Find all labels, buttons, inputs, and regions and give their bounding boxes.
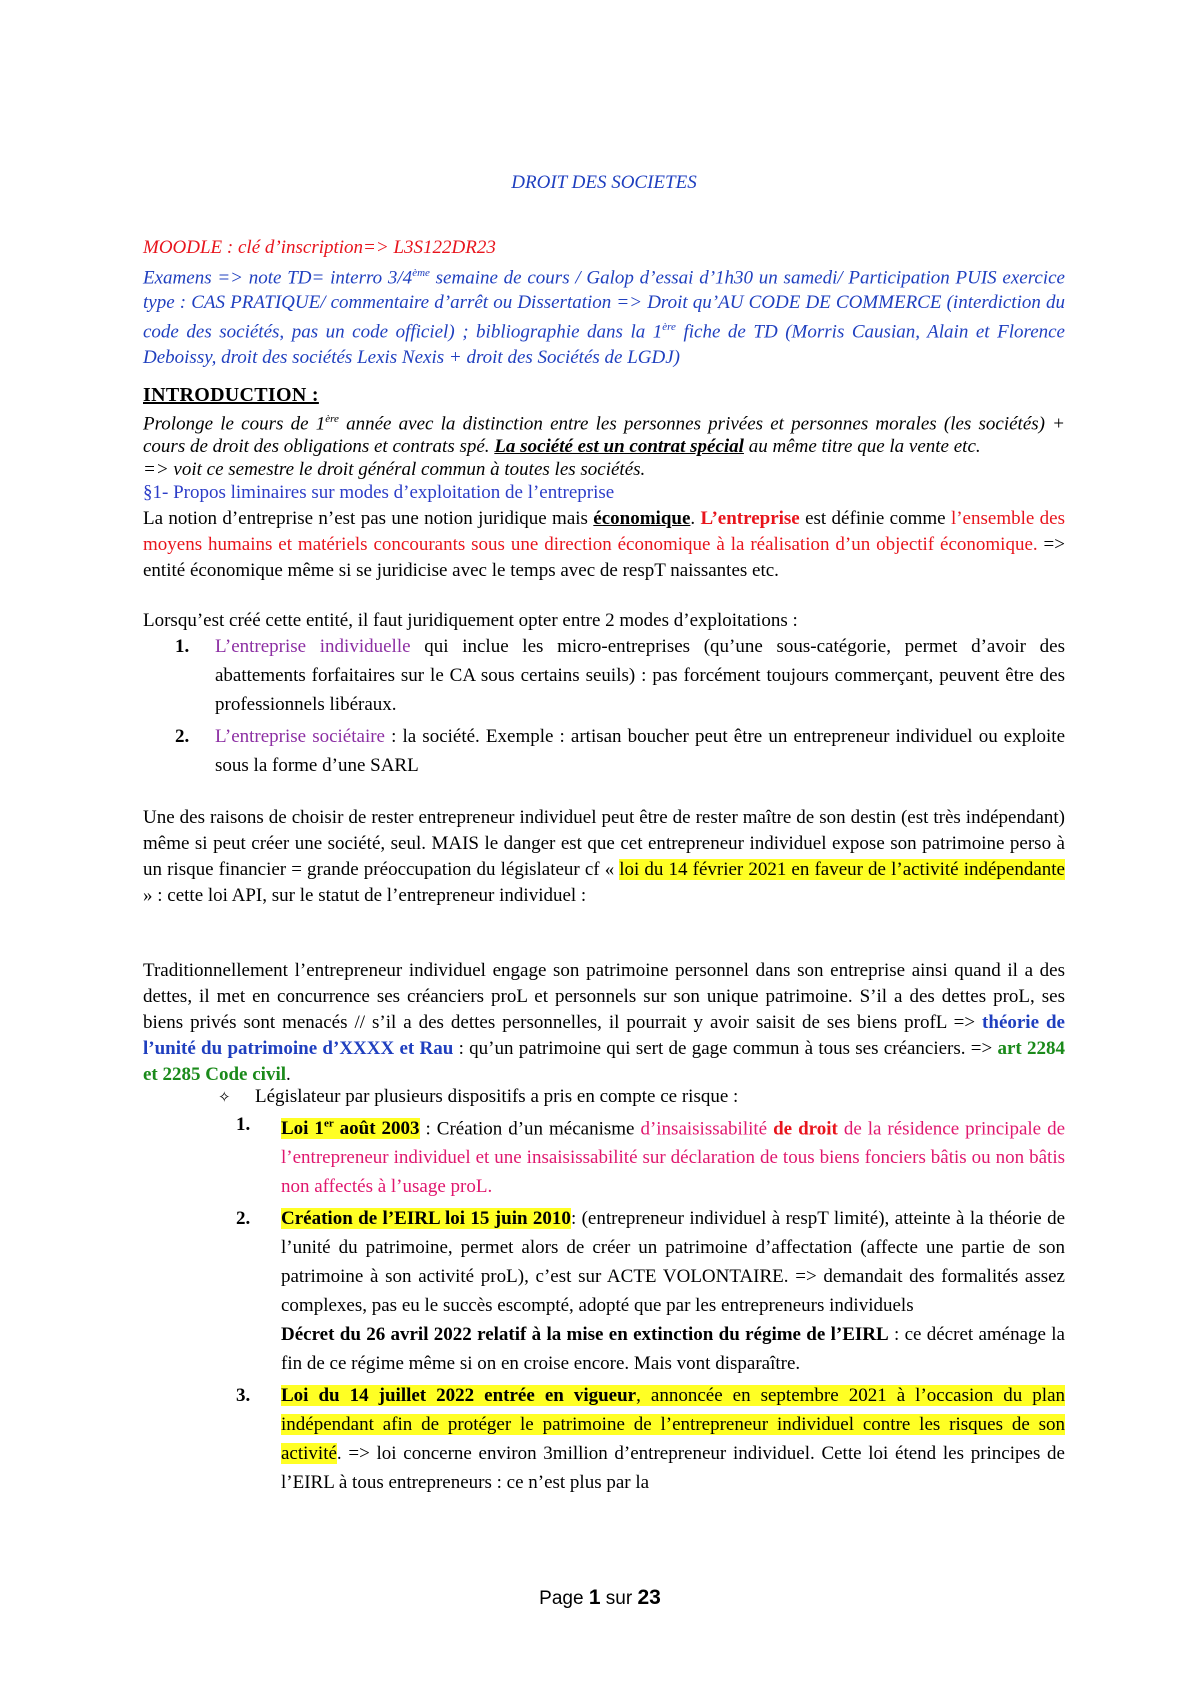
exams-sup-1: ème (412, 267, 430, 279)
list-text: : la société. Exemple : artisan boucher peut être un entrepreneur individuel ou exploite sous la forme d’une SARL (215, 726, 1065, 776)
list-number: 3. (236, 1385, 251, 1407)
raisons-text-a: Une des raisons de choisir de rester entrepreneur individuel peut être de rester maître de son destin (est très indépendant) même si peut créer une société, seul. MAIS le danger est que cet entrepreneur individuel expose son patrimoine perso à un risque financier = grande préoccupation du législateur cf « (143, 807, 1065, 880)
introduction-paragraph (143, 408, 1065, 481)
notion-text-a: La notion d’entreprise n’est pas une notion juridique mais (143, 508, 594, 529)
exams-text-3: fiche de TD (Morris Causian, Alain et Florence Deboissy, droit des sociétés Lexis Nexis + droit des Sociétés de LGDJ) (143, 321, 1065, 368)
loi2-text-a: : (entrepreneur individuel à respT limité), atteinte à la théorie de l’unité du patrimoine, permet alors de créer un patrimoine d’affectation (affecte une partie de son patrimoine à son activité proL), c’est sur ACTE VOLONTAIRE. => demandait des formalités assez complexes, pas eu le succès escompté, adopté que par les entrepreneurs individuels (281, 1208, 1065, 1317)
trad-article: art 2284 et 2285 Code civil (143, 1038, 1065, 1085)
intro-text-c: au même titre que la vente etc. (743, 436, 981, 458)
trad-theorie: théorie de l’unité du patrimoine d’XXXX et Rau (143, 1012, 1065, 1059)
loi3-text: . => loi concerne environ 3million d’entrepreneur individuel. Cette loi étend les principes de l’EIRL à tous entrepreneurs : ce n’est plus par la (281, 1443, 1065, 1494)
list-number: 2. (236, 1208, 251, 1230)
loi3-title: Loi du 14 juillet 2022 entrée en vigueur (281, 1385, 637, 1407)
introduction-line-1 (143, 408, 1065, 458)
notion-paragraph (143, 506, 1065, 584)
exams-info (143, 261, 1065, 370)
list-term: L’entreprise sociétaire (215, 726, 385, 747)
introduction-heading: INTRODUCTION : (143, 384, 319, 406)
loi1-de-droit: de droit (773, 1118, 838, 1140)
loi2-decret: Décret du 26 avril 2022 relatif à la mise en extinction du régime de l’EIRL (281, 1324, 889, 1346)
traditionnellement-paragraph (143, 958, 1065, 1088)
loi1-title-b: août 2003 (333, 1118, 420, 1140)
list-number: 1. (175, 636, 190, 657)
page-footer (0, 1586, 1200, 1610)
exams-text-2: semaine de cours / Galop d’essai d’1h30 un samedi/ Participation PUIS exercice type : CAS PRATIQUE/ commentaire d’arrêt ou Dissertation => Droit qu’AU CODE DE COMMERCE (interdiction du code des sociétés, pas un code officiel) ; bibliographie dans la 1 (143, 267, 1065, 343)
exams-text-1: Examens => note TD= interro 3/4 (143, 267, 413, 289)
intro-sup: ère (325, 413, 339, 425)
footer-sur: sur (600, 1588, 638, 1609)
loi3-highlight: , annoncée en septembre 2021 à l’occasion du plan indépendant afin de protéger le patrimoine de l’entrepreneur individuel contre les risques de son activité (281, 1385, 1066, 1465)
loi2-title: Création de l’EIRL loi 15 juin 2010 (281, 1208, 571, 1230)
list-item (143, 632, 1065, 719)
loi1-pink-1: d’insaisissabilité (640, 1118, 774, 1140)
loi2-text-b: : ce décret aménage la fin de ce régime même si on en croise encore. Mais vont disparaître. (281, 1324, 1065, 1375)
footer-page-label: Page (539, 1588, 589, 1609)
notion-definition: l’ensemble des moyens humains et matériels concourants sous une direction économique à la réalisation d’un objectif économique. (143, 508, 1065, 555)
loi1-title-a: Loi 1 (281, 1118, 324, 1140)
list-number: 1. (236, 1114, 251, 1135)
list-term: L’entreprise individuelle (215, 636, 411, 657)
trad-text-a: Traditionnellement l’entrepreneur individuel engage son patrimoine personnel dans son entreprise ainsi quand il a des dettes, il met en concurrence ses créanciers proL et personnels sur son unique patrimoine. S’il a des dettes proL, ses biens privés sont menacés // s’il a des dettes personnelles, il pourrait y avoir saisit de ses biens profL => (143, 960, 1065, 1033)
intro-text-b: année avec la distinction entre les personnes privées et personnes morales (les sociétés) + cours de droit des obligations et contrats spé. (143, 413, 1066, 458)
intro-bold: La société est un contrat spécial (494, 436, 744, 458)
list-text: qui inclue les micro-entreprises (qu’une sous-catégorie, permet d’avoir des abattements forfaitaires sur le CA sous certains seuils) : pas forcément toujours commerçant, peuvent être des professionnels libéraux. (215, 636, 1065, 715)
exams-sup-2: ère (662, 321, 676, 334)
introduction-line-2: => voit ce semestre le droit général commun à toutes les sociétés. (143, 459, 646, 481)
list-item (218, 1204, 1065, 1378)
trad-text-c: . (286, 1064, 291, 1085)
modes-list (143, 632, 1065, 780)
section-heading-1: §1- Propos liminaires sur modes d’exploitation de l’entreprise (143, 482, 615, 503)
modes-intro: Lorsqu’est créé cette entité, il faut juridiquement opter entre 2 modes d’exploitations : (143, 610, 798, 631)
footer-page-number: 1 (588, 1586, 601, 1609)
moodle-key: MOODLE : clé d’inscription=> L3S122DR23 (143, 237, 496, 258)
bullet-text: Législateur par plusieurs dispositifs a pris en compte ce risque : (255, 1086, 739, 1107)
notion-text-c: est définie comme (799, 508, 951, 529)
loi1-text: : Création d’un mécanisme (419, 1118, 641, 1140)
list-item (218, 1381, 1065, 1497)
raisons-text-b: » : cette loi API, sur le statut de l’entrepreneur individuel : (143, 885, 587, 906)
footer-page-total: 23 (637, 1586, 661, 1609)
lois-list (218, 1110, 1065, 1497)
notion-text-b: . (690, 508, 701, 529)
list-number: 2. (175, 726, 190, 747)
intro-text-a: Prolonge le cours de 1 (143, 413, 326, 435)
document-title: DROIT DES SOCIETES (511, 172, 697, 193)
notion-text-d: => entité économique même si se juridicise avec le temps avec de respT naissantes etc. (143, 534, 1065, 581)
raisons-paragraph (143, 805, 1065, 909)
raisons-highlight: loi du 14 février 2021 en faveur de l’activité indépendante (619, 859, 1065, 880)
loi1-pink-2: de la résidence principale de l’entrepreneur individuel et une insaisissabilité sur déclaration de tous biens fonciers bâtis ou non bâtis non affectés à l’usage proL. (281, 1118, 1066, 1198)
trad-text-b: : qu’un patrimoine qui sert de gage commun à tous ses créanciers. => (453, 1038, 998, 1059)
loi1-sup: er (323, 1118, 334, 1130)
list-item (218, 1110, 1065, 1201)
list-item (143, 722, 1065, 780)
bullet-icon: ✧ (218, 1090, 231, 1106)
notion-entreprise: L’entreprise (700, 508, 800, 529)
notion-economique: économique (593, 508, 691, 529)
